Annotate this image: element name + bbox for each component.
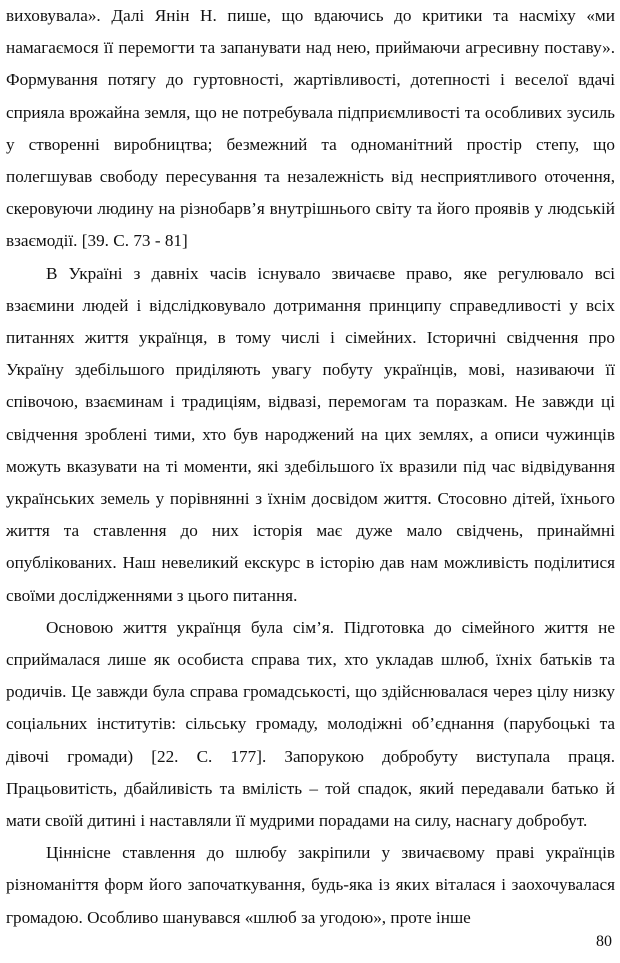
document-page	[6, 0, 615, 934]
paragraph-4: Ціннісне ставлення до шлюбу закріпили у звичаєвому праві українців різноманіття форм його започаткування, будь-яка із яких віталася і заохочувалася громадою. Особливо шанувався «шлюб за угодою», проте інше	[6, 843, 615, 927]
paragraph-2: В Україні з давніх часів існувало звичаєве право, яке регулювало всі взаємини людей і відслідковувало дотримання принципу справедливості у всіх питаннях життя українця, в тому числі і сімейних. Історичні свідчення про Україну здебільшого приділяють увагу побуту українців, мові, називаючи її співочою, взаєминам і традиціям, відвазі, перемогам та поразкам. Не завжди ці свідчення зроблені тими, хто був народжений на цих землях, а описи чужинців можуть вказувати на ті моменти, які здебільшого їх вразили під час відвідування українських земель у порівнянні з їхнім досвідом життя. Стосовно дітей, їхнього життя та ставлення до них історія має дуже мало свідчень, принаймні опублікованих. Наш невеликий екскурс в історію дав нам можливість поділитися своїми дослідженнями з цього питання.	[6, 263, 615, 605]
page-number: 80	[596, 933, 612, 950]
paragraph-1: виховувала». Далі Янін Н. пише, що вдаючись до критики та насміху «ми намагаємося її перемогти та запанувати над нею, приймаючи агресивну поставу». Формування потягу до гуртовності, жартівливості, дотепності і веселої вдачі сприяла врожайна земля, що не потребувала підприємливості та особливих зусиль у створенні виробництва; безмежний та одноманітний простір степу, що полегшував свободу пересування та незалежність від несприятливого оточення, скеровуючи людину на різнобарв’я внутрішнього світу та його проявів у людській взаємодії. [39. С. 73 - 81]	[6, 6, 615, 251]
paragraph-3: Основою життя українця була сім’я. Підготовка до сімейного життя не сприймалася лише як особиста справа тих, хто укладав шлюб, їхніх батьків та родичів. Це завжди була справа громадськості, що здійснювалася через цілу низку соціальних інститутів: сільську громаду, молодіжні об’єднання (парубоцькі та дівочі громади) [22. С. 177]. Запорукою добробуту виступала праця. Працьовитість, дбайливість та вмілість – той спадок, який передавали батько й мати своїй дитині і наставляли її мудрими порадами на силу, наснагу добробут.	[6, 617, 615, 831]
